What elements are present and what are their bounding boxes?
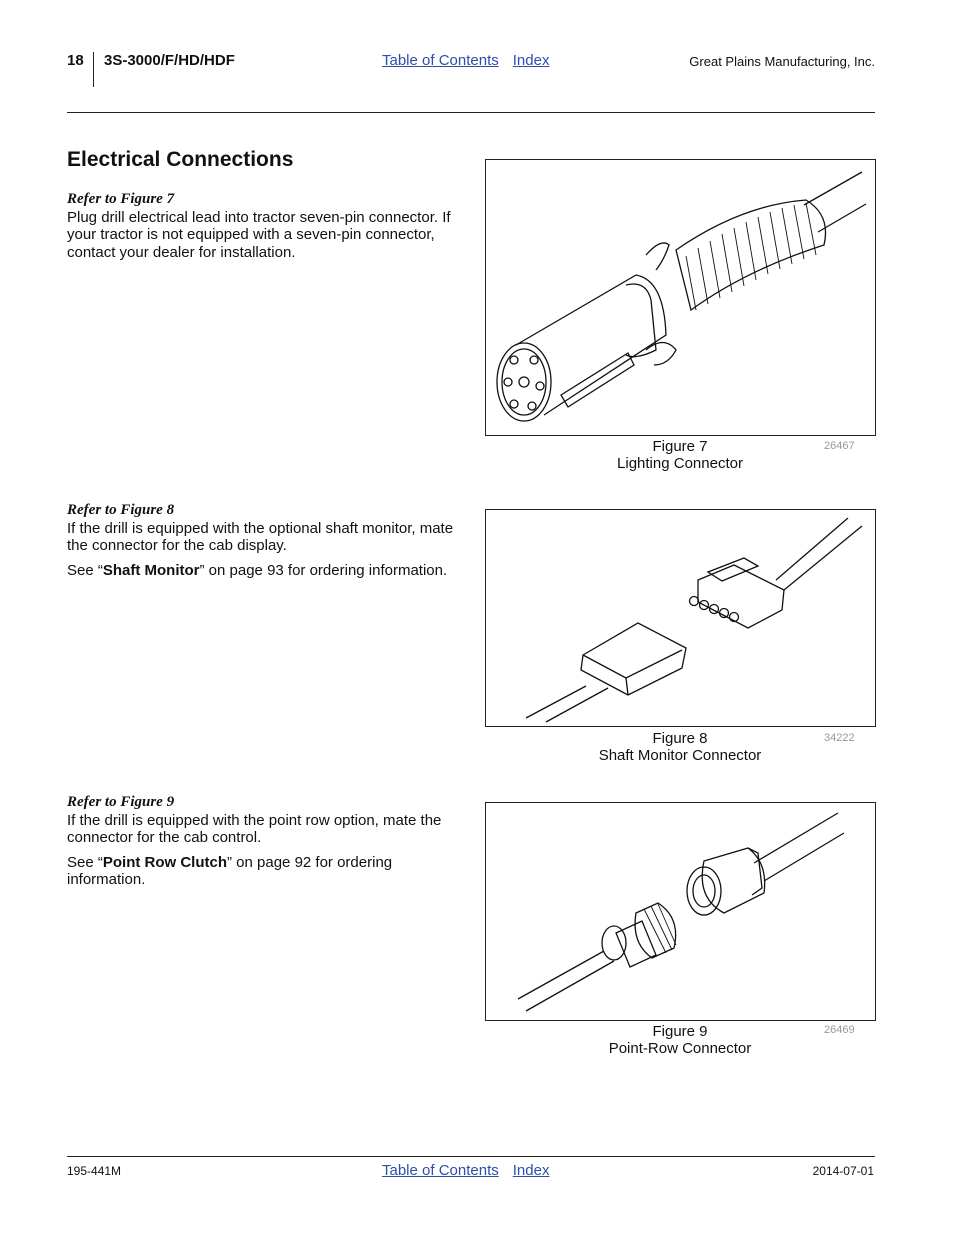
point-row-connector-illustration [486,803,875,1020]
instruction-paragraph: If the drill is equipped with the optional shaft monitor, mate the connector for the cab display. [67,519,454,554]
figure-8-caption [485,730,875,764]
see-reference: See “Shaft Monitor” on page 93 for ordering information. [67,561,448,579]
figure-9-caption [485,1023,875,1057]
figure-caption: Shaft Monitor Connector [598,747,762,764]
toc-link[interactable]: Table of Contents [382,52,499,69]
company-name: Great Plains Manufacturing, Inc. [689,54,875,69]
text-block-figure-9 [67,794,459,896]
header-divider [93,52,94,87]
refer-figure-9: Refer to Figure 9 [67,794,175,810]
refer-figure-8: Refer to Figure 8 [67,502,175,518]
lighting-connector-illustration [486,160,875,435]
text-block-figure-7 [67,191,459,268]
instruction-paragraph: If the drill is equipped with the point row option, mate the connector for the cab control. [67,811,442,846]
figure-label: Figure 9 [652,1023,708,1040]
figure-part-number: 26469 [824,1024,855,1036]
figure-8-image [485,509,876,727]
see-reference-title: Shaft Monitor [102,561,200,579]
index-link[interactable]: Index [512,1162,550,1179]
document-number: 195-441M [67,1164,122,1178]
figure-7-image [485,159,876,436]
see-reference-title: Point Row Clutch [102,853,228,871]
publication-date: 2014-07-01 [812,1164,874,1178]
footer-links [382,1162,563,1179]
figure-label: Figure 8 [652,730,708,747]
model-name: 3S-3000/F/HD/HDF [104,52,235,69]
footer-rule [67,1156,875,1157]
figure-caption: Point-Row Connector [608,1040,752,1057]
refer-figure-7: Refer to Figure 7 [67,191,175,207]
figure-7-caption [485,438,875,472]
text-block-figure-8 [67,502,459,586]
figure-part-number: 26467 [824,440,855,452]
figure-caption: Lighting Connector [617,455,743,472]
figure-label: Figure 7 [652,438,708,455]
section-title: Electrical Connections [67,148,294,171]
instruction-paragraph: Plug drill electrical lead into tractor seven-pin connector. If your tractor is not equipped with a seven-pin connector, contact your dealer for installation. [67,208,451,261]
shaft-monitor-connector-illustration [486,510,875,726]
toc-link[interactable]: Table of Contents [382,1162,499,1179]
header-rule [67,112,875,113]
see-reference: See “Point Row Clutch” on page 92 for ordering information. [67,853,393,888]
figure-part-number: 34222 [824,732,855,744]
figure-9-image [485,802,876,1021]
page-number: 18 [67,52,84,69]
index-link[interactable]: Index [512,52,550,69]
header-links [382,52,563,69]
